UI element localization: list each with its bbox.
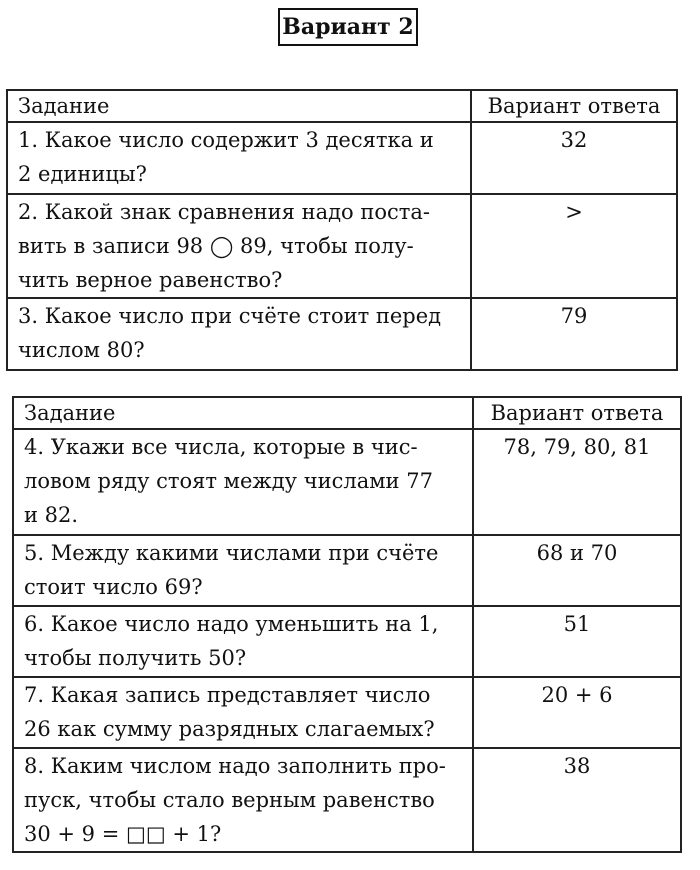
question-line: 4. Укажи все числа, которые в чис- [24, 435, 418, 459]
answer-1: 32 [471, 122, 677, 194]
table-row [13, 748, 681, 852]
question-8 [13, 748, 473, 852]
question-line: 5. Между какими числами при счёте [24, 541, 439, 565]
table-row [13, 535, 681, 606]
table-row [7, 122, 677, 194]
question-4 [13, 429, 473, 535]
question-line: и 82. [24, 503, 79, 527]
table-row [7, 298, 677, 370]
table-header-row [7, 90, 677, 122]
question-7 [13, 677, 473, 748]
variant-title: Вариант 2 [278, 8, 418, 46]
header-answer: Вариант ответа [473, 397, 681, 429]
question-line: 2 единицы? [18, 162, 147, 186]
question-line: 26 как сумму разрядных слагаемых? [24, 717, 435, 741]
table-header-row [13, 397, 681, 429]
question-line: ловом ряду стоят между числами 77 [24, 469, 433, 493]
question-line: 3. Какое число при счёте стоит перед [18, 304, 442, 328]
tasks-table-1 [6, 89, 678, 371]
header-answer: Вариант ответа [471, 90, 677, 122]
answer-7: 20 + 6 [473, 677, 681, 748]
question-line: 2. Какой знак сравнения надо поста- [18, 200, 430, 224]
question-2 [7, 194, 471, 298]
question-line: числом 80? [18, 338, 145, 362]
answer-6: 51 [473, 606, 681, 677]
table-row [13, 606, 681, 677]
question-1 [7, 122, 471, 194]
answer-2: > [471, 194, 677, 298]
question-line: чтобы получить 50? [24, 646, 247, 670]
question-line: 6. Какое число надо уменьшить на 1, [24, 612, 439, 636]
question-line: вить в записи 98 ◯ 89, чтобы полу- [18, 234, 414, 258]
question-line: 7. Какая запись представляет число [24, 683, 431, 707]
answer-4: 78, 79, 80, 81 [473, 429, 681, 535]
table-row [13, 677, 681, 748]
answer-3: 79 [471, 298, 677, 370]
question-6 [13, 606, 473, 677]
header-task: Задание [7, 90, 471, 122]
table-row [13, 429, 681, 535]
question-3 [7, 298, 471, 370]
question-line: 1. Какое число содержит 3 десятка и [18, 128, 434, 152]
answer-8: 38 [473, 748, 681, 852]
question-line: 30 + 9 = □□ + 1? [24, 822, 222, 846]
question-line: пуск, чтобы стало верным равенство [24, 788, 435, 812]
question-line: 8. Каким числом надо заполнить про- [24, 754, 446, 778]
table-row [7, 194, 677, 298]
answer-5: 68 и 70 [473, 535, 681, 606]
question-line: чить верное равенство? [18, 268, 283, 292]
header-task: Задание [13, 397, 473, 429]
question-line: стоит число 69? [24, 575, 203, 599]
tasks-table-2 [12, 396, 682, 853]
question-5 [13, 535, 473, 606]
